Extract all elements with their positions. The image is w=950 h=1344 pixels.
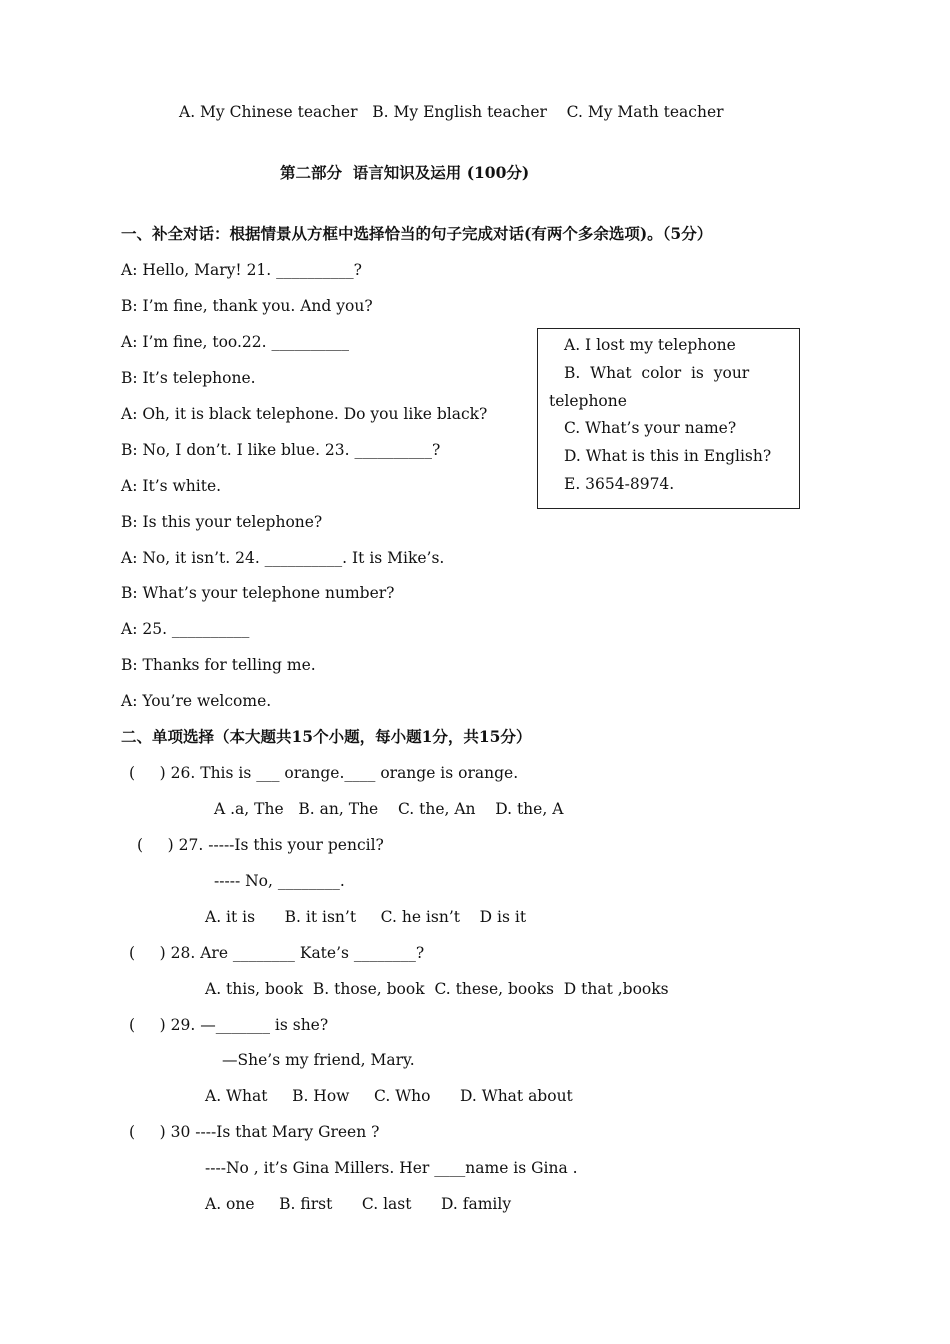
box-option-d: D. What is this in English? (564, 447, 772, 465)
dialog-line-2: B: I’m fine, thank you. And you? (121, 297, 373, 315)
q27-reply: ----- No, ________. (214, 872, 345, 890)
dialog-line-12: B: Thanks for telling me. (121, 656, 316, 674)
dialog-line-13: A: You’re welcome. (121, 692, 272, 710)
q26-stem: ( ) 26. This is ___ orange.____ orange is orange. (129, 764, 519, 782)
q27-stem: ( ) 27. -----Is this your pencil? (137, 836, 384, 854)
dialog-line-1: A: Hello, Mary! 21. __________? (121, 261, 362, 279)
q30-reply: ----No , it’s Gina Millers. Her ____name is Gina . (205, 1159, 578, 1177)
dialog-line-4: B: It’s telephone. (121, 369, 256, 387)
section1-heading: 一、补全对话：根据情景从方框中选择恰当的句子完成对话(有两个多余选项)。（5分） (121, 224, 713, 243)
box-option-a: A. I lost my telephone (564, 336, 736, 354)
q29-options: A. What B. How C. Who D. What about (205, 1087, 573, 1105)
q27-options: A. it is B. it isn’t C. he isn’t D is it (205, 908, 527, 926)
dialog-line-5: A: Oh, it is black telephone. Do you like black? (121, 405, 488, 423)
section2-heading: 二、单项选择（本大题共15个小题，每小题1分，共15分） (121, 727, 532, 746)
dialog-line-10: B: What’s your telephone number? (121, 584, 395, 602)
q30-stem: ( ) 30 ----Is that Mary Green ? (129, 1123, 380, 1141)
q29-reply: —She’s my friend, Mary. (222, 1051, 415, 1069)
dialog-line-3: A: I’m fine, too.22. __________ (121, 333, 349, 351)
box-option-b: B. What color is your (564, 364, 750, 382)
box-option-b-cont: telephone (549, 392, 627, 410)
box-option-c: C. What’s your name? (564, 419, 737, 437)
part-title: 第二部分 语言知识及运用 (100分) (280, 163, 530, 182)
q29-stem: ( ) 29. —_______ is she? (129, 1016, 329, 1034)
q26-options: A .a, The B. an, The C. the, An D. the, A (214, 800, 564, 818)
dialog-line-8: B: Is this your telephone? (121, 513, 323, 531)
box-option-e: E. 3654-8974. (564, 475, 675, 493)
top-options: A. My Chinese teacher B. My English teacher C. My Math teacher (179, 103, 724, 121)
q28-stem: ( ) 28. Are ________ Kate’s ________? (129, 944, 425, 962)
dialog-line-6: B: No, I don’t. I like blue. 23. __________? (121, 441, 441, 459)
q28-options: A. this, book B. those, book C. these, books D that ,books (205, 980, 669, 998)
dialog-line-9: A: No, it isn’t. 24. __________. It is Mike’s. (121, 549, 445, 567)
dialog-line-7: A: It’s white. (121, 477, 222, 495)
q30-options: A. one B. first C. last D. family (205, 1195, 512, 1213)
dialog-line-11: A: 25. __________ (121, 620, 250, 638)
